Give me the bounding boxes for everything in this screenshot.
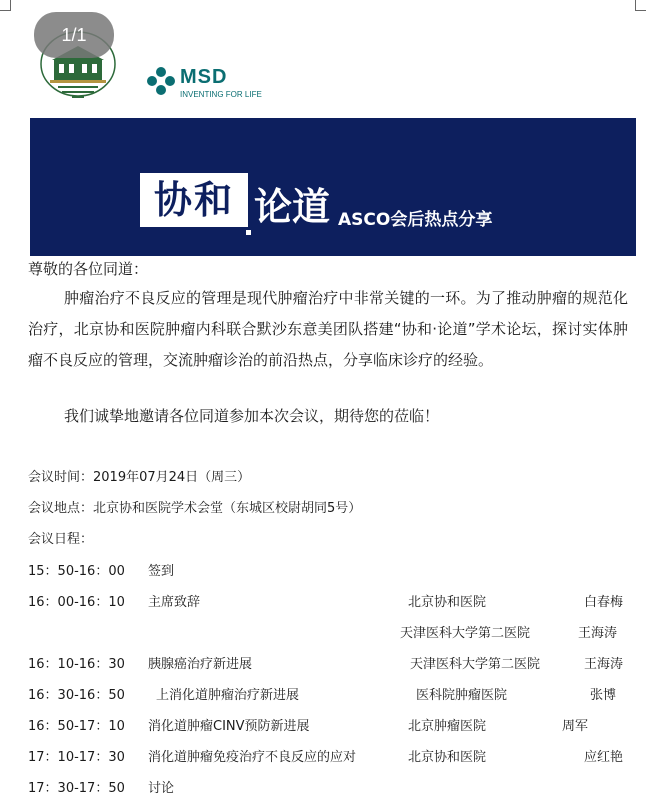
page-indicator: 1/1 (34, 12, 114, 58)
msd-emblem-icon (146, 66, 176, 96)
banner-stamp: 协和 (140, 173, 248, 227)
agenda-speaker: 王海涛 (584, 657, 624, 672)
meeting-time: 会议时间：2019年07月24日（周三） (28, 470, 251, 485)
letter-invitation: 我们诚挚地邀请各位同道参加本次会议，期待您的莅临！ (64, 407, 440, 425)
event-banner (30, 118, 636, 256)
meeting-location: 会议地点：北京协和医院学术会堂（东城区校尉胡同5号） (28, 501, 362, 516)
agenda-time: 16：10-16：30 (28, 657, 125, 672)
agenda-time: 17：30-17：50 (28, 781, 125, 796)
agenda-topic: 消化道肿瘤CINV预防新进展 (148, 719, 310, 734)
agenda-topic: 胰腺癌治疗新进展 (148, 657, 253, 672)
agenda-speaker: 应红艳 (584, 750, 624, 765)
letter-greeting: 尊敬的各位同道： (28, 260, 149, 278)
agenda-time: 16：00-16：10 (28, 595, 125, 610)
agenda-institution: 天津医科大学第二医院 (400, 626, 531, 641)
agenda-time: 17：10-17：30 (28, 750, 125, 765)
msd-logo (146, 62, 276, 102)
agenda-speaker: 周军 (562, 719, 589, 734)
agenda-speaker: 张博 (590, 688, 617, 703)
agenda-institution: 北京肿瘤医院 (408, 719, 487, 734)
msd-wordmark: MSD (180, 66, 228, 88)
agenda-institution: 北京协和医院 (408, 750, 487, 765)
agenda-topic: 消化道肿瘤免疫治疗不良反应的应对 (148, 750, 357, 765)
agenda-topic: 讨论 (148, 781, 175, 796)
agenda-speaker: 白春梅 (584, 595, 624, 610)
agenda-speaker: 王海涛 (578, 626, 618, 641)
agenda-time: 15：50-16：00 (28, 564, 125, 579)
corner-mark-left (0, 0, 11, 11)
agenda-time: 16：30-16：50 (28, 688, 125, 703)
corner-mark-right (635, 0, 646, 11)
banner-subtitle: ASCO会后热点分享 (338, 210, 493, 230)
agenda-institution: 北京协和医院 (408, 595, 487, 610)
agenda-topic: 签到 (148, 564, 175, 579)
banner-title: 论道 (254, 185, 331, 229)
letter-intro: 肿瘤治疗不良反应的管理是现代肿瘤治疗中非常关键的一环。为了推动肿瘤的规范化治疗，北京协和医院肿瘤内科联合默沙东意美团队搭建“协和·论道”学术论坛，探讨实体肿瘤不良反应的管理，交流肿瘤诊治的前沿热点，分享临床诊疗的经验。 (28, 289, 628, 369)
msd-tagline: INVENTING FOR LIFE (180, 90, 262, 99)
banner-separator-dot (246, 230, 251, 235)
agenda-institution: 天津医科大学第二医院 (410, 657, 541, 672)
agenda-time: 16：50-17：10 (28, 719, 125, 734)
agenda-label: 会议日程： (28, 532, 94, 547)
agenda-topic: 主席致辞 (148, 595, 201, 610)
agenda-institution: 医科院肿瘤医院 (416, 688, 508, 703)
agenda-topic: 上消化道肿瘤治疗新进展 (156, 688, 300, 703)
